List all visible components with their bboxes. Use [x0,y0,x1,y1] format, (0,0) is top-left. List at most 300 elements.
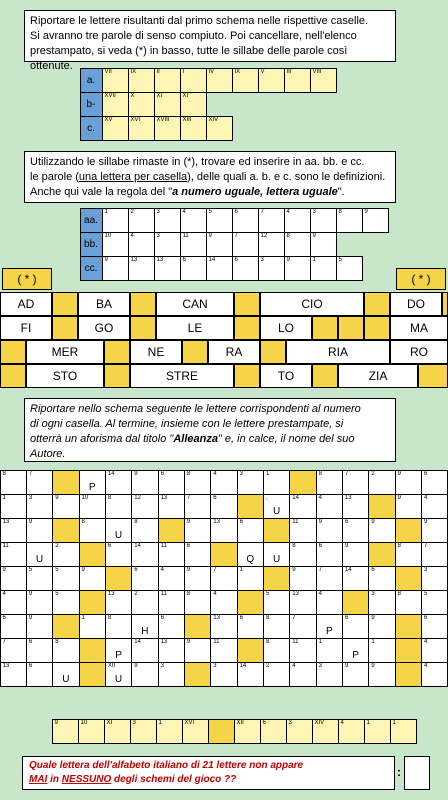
puzzle-cell[interactable] [316,566,343,591]
puzzle-cell[interactable] [184,494,211,519]
puzzle-cell[interactable] [158,494,185,519]
answer-cell[interactable] [180,68,207,93]
cell-number: 9 [186,638,191,645]
puzzle-cell[interactable] [105,542,132,567]
puzzle-cell[interactable] [184,542,211,567]
puzzle-cell[interactable] [0,614,27,639]
answer-cell[interactable] [232,68,259,93]
black-square [395,662,422,687]
final-question [22,756,395,790]
answer-cell[interactable] [102,232,129,257]
author-cell[interactable] [234,719,261,744]
puzzle-cell[interactable] [342,614,369,639]
cell-number: X [130,92,135,99]
cell-number: 8 [107,494,112,501]
syllable-cell[interactable]: STRE [130,364,234,388]
puzzle-cell[interactable] [421,470,448,495]
cell-number: 9 [134,662,138,669]
answer-cell[interactable] [206,256,233,281]
puzzle-cell[interactable] [237,614,264,639]
puzzle-cell[interactable] [52,638,79,663]
syllable-cell[interactable]: AD [0,292,52,316]
puzzle-cell[interactable] [158,614,185,639]
puzzle-cell[interactable] [0,662,27,687]
puzzle-cell[interactable] [210,566,237,591]
puzzle-cell[interactable] [316,590,343,615]
answer-cell[interactable] [362,208,389,233]
black-square [368,542,395,567]
puzzle-cell[interactable] [158,542,185,567]
syllable-cell[interactable]: NE [130,340,182,364]
answer-cell[interactable] [258,208,285,233]
cell-letter: U [272,553,281,565]
answer-cell[interactable] [154,208,181,233]
puzzle-cell[interactable] [105,470,132,495]
syllable-cell[interactable]: FI [0,316,52,340]
syllable-cell[interactable]: LO [260,316,312,340]
answer-cell[interactable] [128,68,155,93]
cell-letter: H [141,625,149,637]
empty-space [336,232,363,257]
puzzle-cell[interactable] [368,518,395,543]
cell-number: 7 [318,566,322,573]
filler-cell [52,292,78,316]
cell-number: 1 [312,256,316,263]
syllable-row [0,340,448,364]
author-cell[interactable] [390,719,417,744]
cell-number: 13 [130,256,138,263]
puzzle-cell[interactable] [131,614,158,639]
puzzle-cell[interactable] [52,590,79,615]
cell-number: 9 [292,566,296,573]
black-square [52,614,79,639]
answer-cell[interactable] [102,68,129,93]
puzzle-cell[interactable] [237,518,264,543]
puzzle-cell[interactable] [263,494,290,519]
answer-cell[interactable] [284,256,311,281]
puzzle-cell[interactable] [316,494,343,519]
instr2-line1: Utilizzando le sillabe rimaste in (*), trovare ed inserire in aa. bb. e cc. [30,156,365,168]
syllable-cell[interactable]: ZIA [338,364,418,388]
puzzle-cell[interactable] [131,542,158,567]
puzzle-cell[interactable] [0,566,27,591]
cell-letter: P [325,625,333,637]
syllable-row [0,316,448,340]
answer-cell[interactable] [102,208,129,233]
puzzle-cell[interactable] [316,662,343,687]
cell-number: 4 [424,662,428,669]
puzzle-cell[interactable] [263,614,290,639]
cell-number: 13 [2,662,10,669]
puzzle-cell[interactable] [184,566,211,591]
puzzle-cell[interactable] [131,566,158,591]
puzzle-cell[interactable] [237,542,264,567]
answer-cell[interactable] [232,232,259,257]
puzzle-cell[interactable] [210,638,237,663]
answer-cell[interactable] [102,116,129,141]
cell-number: 9 [186,518,191,525]
answer-cell[interactable] [154,92,181,117]
cell-number: 9 [208,232,212,239]
cell-number: 7 [213,566,217,573]
puzzle-cell[interactable] [26,470,53,495]
filler-cell [418,364,448,388]
cell-number: 14 [134,638,141,645]
answer-cell[interactable] [128,116,155,141]
puzzle-cell[interactable] [210,518,237,543]
answer-cell[interactable] [310,208,337,233]
answer-cell[interactable] [284,208,311,233]
black-square [184,614,211,639]
puzzle-cell[interactable] [79,614,106,639]
puzzle-cell[interactable] [105,590,132,615]
filler-cell [104,364,130,388]
author-cell[interactable] [182,719,209,744]
syllable-cell[interactable]: RO [390,340,448,364]
cell-number: 10 [80,719,88,726]
answer-cell[interactable] [128,208,155,233]
question-line1: Quale lettera dell'alfabeto italiano di 21 lettere non appare [29,760,304,771]
puzzle-cell[interactable] [52,662,79,687]
puzzle-cell[interactable] [263,590,290,615]
author-cell[interactable] [312,719,339,744]
cell-number: XIV [208,116,219,123]
puzzle-cell[interactable] [421,542,448,567]
cell-number: 7 [28,470,33,477]
puzzle-cell[interactable] [316,542,343,567]
puzzle-cell[interactable] [52,566,79,591]
filler-cell [104,340,130,364]
answer-cell[interactable] [128,92,155,117]
author-cell[interactable] [286,719,313,744]
cell-number: 2 [265,662,270,669]
answer-cell[interactable] [310,232,337,257]
syllable-cell[interactable]: GO [78,316,130,340]
cell-number: 8 [107,614,112,621]
answer-cell[interactable] [102,256,129,281]
cell-number: 14 [134,542,141,549]
answer-cell[interactable] [206,116,233,141]
answer-cell[interactable] [180,208,207,233]
answer-cell[interactable] [336,256,363,281]
puzzle-cell[interactable] [210,494,237,519]
filler-cell [260,340,286,364]
puzzle-cell[interactable] [342,566,369,591]
black-square [368,494,395,519]
syllable-cell[interactable]: CIO [260,292,364,316]
cell-number: 9 [28,518,33,525]
cell-number: XVI [184,719,195,726]
empty-space [362,256,389,281]
cell-number: 6 [424,614,428,621]
author-cell[interactable] [104,719,131,744]
answer-cell[interactable] [154,68,181,93]
syllable-cell[interactable]: RA [208,340,260,364]
syllable-cell[interactable]: MA [390,316,448,340]
answer-cell[interactable] [102,92,129,117]
puzzle-cell[interactable] [184,590,211,615]
cell-number: 8 [318,470,322,477]
puzzle-cell[interactable] [316,614,343,639]
black-square [52,470,79,495]
puzzle-cell[interactable] [79,470,106,495]
answer-cell[interactable] [258,68,285,93]
cell-number: 1 [239,566,243,573]
puzzle-cell[interactable] [158,470,185,495]
cell-number: 1 [104,208,108,215]
puzzle-cell[interactable] [316,470,343,495]
puzzle-cell[interactable] [421,518,448,543]
syllable-cell[interactable]: LE [156,316,234,340]
answer-cell[interactable] [310,68,337,93]
puzzle-cell[interactable] [0,638,27,663]
cell-number: VII [104,68,112,75]
puzzle-cell[interactable] [368,638,395,663]
puzzle-cell[interactable] [342,638,369,663]
puzzle-cell[interactable] [0,470,27,495]
syllable-cell[interactable]: CAN [156,292,234,316]
puzzle-cell[interactable] [26,590,53,615]
puzzle-cell[interactable] [210,662,237,687]
puzzle-cell[interactable] [342,662,369,687]
answer-cell[interactable] [180,256,207,281]
cell-number: 9 [186,566,191,573]
puzzle-cell[interactable] [184,518,211,543]
puzzle-cell[interactable] [26,542,53,567]
answer-cell[interactable] [180,92,207,117]
puzzle-cell[interactable] [289,494,316,519]
puzzle-cell[interactable] [131,494,158,519]
instr1-line3: prestampato, si veda (*) in basso, tutte le sillabe delle parole così ottenute. [30,44,348,72]
filler-cell [234,292,260,316]
syllable-cell[interactable]: TO [260,364,312,388]
puzzle-cell[interactable] [368,614,395,639]
cell-number: 4 [160,566,164,573]
answer-cell[interactable] [154,232,181,257]
puzzle-cell[interactable] [26,662,53,687]
row-label: a. [80,68,103,93]
author-cell[interactable] [260,719,287,744]
puzzle-cell[interactable] [395,470,422,495]
author-cell[interactable] [52,719,79,744]
cell-number: XII [236,719,244,726]
cell-letter: P [352,649,359,661]
cell-number: 7 [2,638,6,645]
cell-number: 9 [424,518,428,525]
puzzle-cell[interactable] [421,494,448,519]
puzzle-cell[interactable] [421,590,448,615]
puzzle-cell[interactable] [289,518,316,543]
puzzle-cell[interactable] [316,638,343,663]
puzzle-cell[interactable] [158,638,185,663]
puzzle-cell[interactable] [210,470,237,495]
answer-cell[interactable] [206,208,233,233]
author-cell[interactable] [364,719,391,744]
cell-number: 13 [2,518,10,525]
answer-cell[interactable] [206,68,233,93]
puzzle-cell[interactable] [105,662,132,687]
puzzle-cell[interactable] [289,614,316,639]
puzzle-cell[interactable] [421,566,448,591]
puzzle-cell[interactable] [26,518,53,543]
cell-number: 4 [2,590,6,597]
cell-number: 12 [260,232,268,239]
puzzle-cell[interactable] [368,566,395,591]
puzzle-cell[interactable] [79,566,106,591]
puzzle-cell[interactable] [263,470,290,495]
puzzle-cell[interactable] [52,494,79,519]
syllable-cell[interactable]: BA [78,292,130,316]
cell-number: 2 [130,208,134,215]
puzzle-cell[interactable] [131,638,158,663]
cell-number: 1 [158,719,162,726]
cell-number: XIV [314,719,325,726]
puzzle-cell[interactable] [26,566,53,591]
author-cell[interactable] [156,719,183,744]
cell-number: 4 [318,494,322,501]
puzzle-cell[interactable] [105,494,132,519]
puzzle-cell[interactable] [395,542,422,567]
cell-number: XV [104,116,113,123]
black-square [79,662,106,687]
puzzle-cell[interactable] [0,542,27,567]
cell-number: 3 [288,719,292,726]
cell-number: 11 [182,232,189,239]
cell-number: 4 [292,662,296,669]
author-cell[interactable] [130,719,157,744]
answer-cell[interactable] [284,232,311,257]
answer-cell[interactable] [180,116,207,141]
answer-cell[interactable] [258,256,285,281]
puzzle-cell[interactable] [421,614,448,639]
puzzle-cell[interactable] [316,518,343,543]
puzzle-cell[interactable] [263,542,290,567]
cell-number: XVI [130,116,141,123]
puzzle-cell[interactable] [289,662,316,687]
puzzle-cell[interactable] [289,638,316,663]
black-square [237,638,264,663]
puzzle-cell[interactable] [421,638,448,663]
puzzle-cell[interactable] [184,470,211,495]
cell-number: 2 [371,470,375,477]
cell-number: 10 [104,232,112,239]
puzzle-cell[interactable] [131,470,158,495]
puzzle-cell[interactable] [52,542,79,567]
puzzle-cell[interactable] [289,566,316,591]
puzzle-cell[interactable] [131,590,158,615]
puzzle-cell[interactable] [368,590,395,615]
author-cell[interactable] [338,719,365,744]
puzzle-cell[interactable] [131,518,158,543]
puzzle-cell[interactable] [237,566,264,591]
puzzle-cell[interactable] [342,494,369,519]
puzzle-cell[interactable] [342,470,369,495]
puzzle-cell[interactable] [342,542,369,567]
puzzle-cell[interactable] [421,662,448,687]
answer-cell[interactable] [128,256,155,281]
cell-number: 9 [371,614,375,621]
grid-1 [80,68,336,140]
puzzle-cell[interactable] [0,494,27,519]
puzzle-cell[interactable] [210,590,237,615]
answer-cell[interactable] [310,256,337,281]
puzzle-cell[interactable] [368,470,395,495]
answer-cell[interactable] [180,232,207,257]
puzzle-cell[interactable] [158,662,185,687]
puzzle-cell[interactable] [184,638,211,663]
puzzle-cell[interactable] [105,518,132,543]
puzzle-cell[interactable] [105,614,132,639]
author-cell[interactable] [78,719,105,744]
answer-cell[interactable] [258,232,285,257]
filler-cell [52,316,78,340]
cell-number: 8 [265,614,270,621]
cell-letter: U [35,553,44,565]
cell-number: 13 [156,256,164,263]
puzzle-cell[interactable] [26,494,53,519]
cell-number: 11 [292,638,299,645]
cell-number: 9 [318,518,322,525]
answer-box[interactable] [404,756,430,790]
syllable-cell[interactable]: DO [390,292,442,316]
puzzle-cell[interactable] [79,494,106,519]
answer-cell[interactable] [128,232,155,257]
cell-letter: U [114,673,123,685]
puzzle-cell[interactable] [395,494,422,519]
answer-cell[interactable] [206,232,233,257]
syllable-cell[interactable]: RIA [286,340,390,364]
answer-cell[interactable] [154,116,181,141]
puzzle-cell[interactable] [26,638,53,663]
puzzle-cell[interactable] [289,590,316,615]
syllable-cell[interactable]: STO [26,364,104,388]
puzzle-cell[interactable] [263,662,290,687]
cell-number: IX [234,68,241,75]
instructions-2 [24,151,396,203]
puzzle-cell[interactable] [158,590,185,615]
puzzle-cell[interactable] [210,614,237,639]
puzzle-cell[interactable] [237,662,264,687]
instr3-line1: Riportare nello schema seguente le lettere corrispondenti al numero [30,403,361,415]
cell-number: 9 [104,256,108,263]
puzzle-cell[interactable] [79,518,106,543]
row-label: b- [80,92,103,117]
cell-number: 5 [208,208,212,215]
puzzle-cell[interactable] [289,542,316,567]
puzzle-cell[interactable] [395,590,422,615]
puzzle-cell[interactable] [237,470,264,495]
puzzle-cell[interactable] [0,518,27,543]
syllable-cell[interactable]: MER [26,340,104,364]
cell-number: 9 [364,208,368,215]
cell-number: 9 [344,542,349,549]
answer-cell[interactable] [232,208,259,233]
puzzle-cell[interactable] [368,662,395,687]
answer-cell[interactable] [154,256,181,281]
answer-cell[interactable] [232,256,259,281]
puzzle-cell[interactable] [26,614,53,639]
puzzle-cell[interactable] [0,590,27,615]
cell-number: 8 [55,638,59,645]
puzzle-cell[interactable] [342,518,369,543]
puzzle-cell[interactable] [131,662,158,687]
puzzle-cell[interactable] [105,638,132,663]
answer-cell[interactable] [336,208,363,233]
puzzle-cell[interactable] [263,638,290,663]
puzzle-cell[interactable] [158,566,185,591]
instructions-3 [24,398,396,462]
answer-cell[interactable] [284,68,311,93]
